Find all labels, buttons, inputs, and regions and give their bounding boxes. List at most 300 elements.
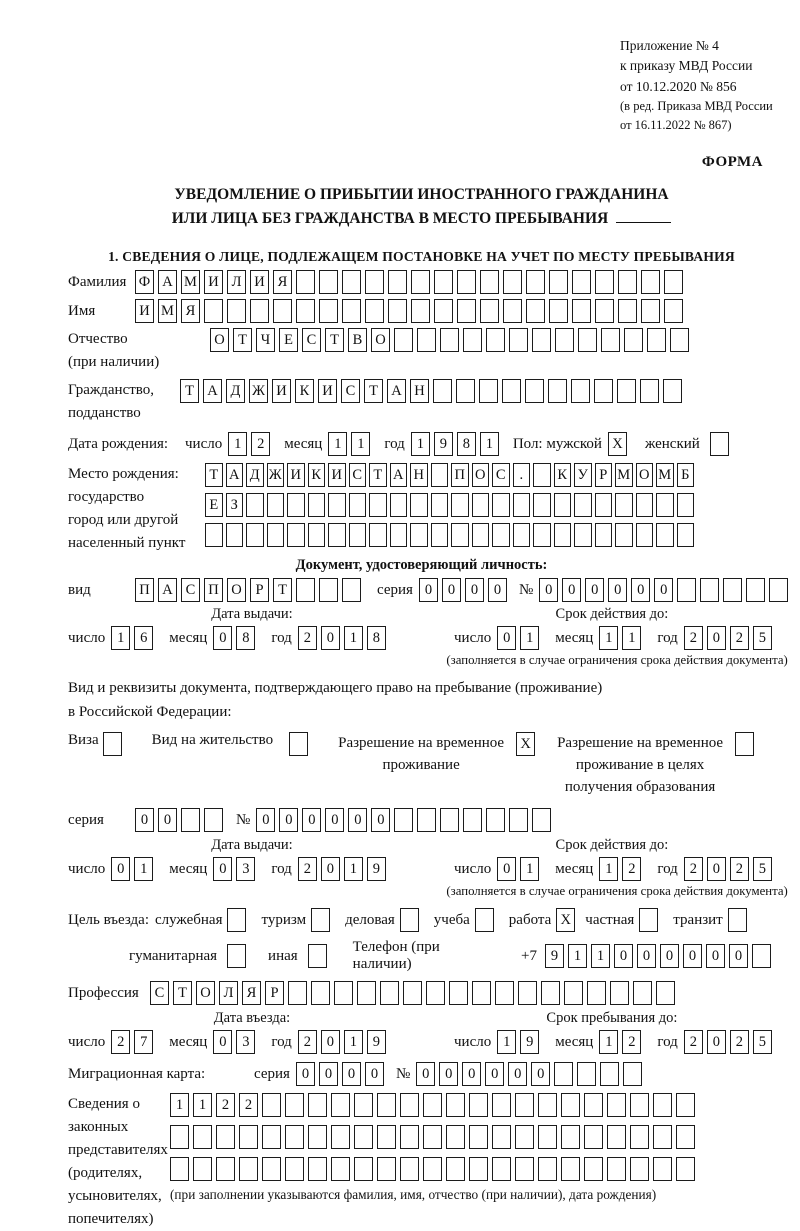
char-cell[interactable]: [630, 1157, 649, 1181]
char-cell[interactable]: [561, 1125, 580, 1149]
char-cell[interactable]: [328, 523, 346, 547]
char-cell[interactable]: [170, 1125, 189, 1149]
char-cell[interactable]: [600, 1062, 619, 1086]
char-cell[interactable]: 0: [729, 944, 748, 968]
char-cell[interactable]: [287, 493, 305, 517]
char-cell[interactable]: И: [204, 270, 223, 294]
char-cell[interactable]: [369, 493, 387, 517]
char-cell[interactable]: 0: [296, 1062, 315, 1086]
char-cell[interactable]: П: [451, 463, 469, 487]
char-cell[interactable]: X: [608, 432, 627, 456]
char-cell[interactable]: [502, 379, 521, 403]
char-cell[interactable]: [479, 379, 498, 403]
char-cell[interactable]: [170, 1157, 189, 1181]
char-cell[interactable]: [495, 981, 514, 1005]
char-cell[interactable]: [205, 523, 223, 547]
char-cell[interactable]: [204, 299, 223, 323]
char-cell[interactable]: [354, 1093, 373, 1117]
char-cell[interactable]: [390, 523, 408, 547]
char-cell[interactable]: [308, 1093, 327, 1117]
char-cell[interactable]: И: [272, 379, 291, 403]
char-cell[interactable]: С: [492, 463, 510, 487]
char-cell[interactable]: [285, 1093, 304, 1117]
char-cell[interactable]: [641, 270, 660, 294]
char-cell[interactable]: [287, 523, 305, 547]
char-cell[interactable]: [331, 1093, 350, 1117]
char-cell[interactable]: Д: [226, 379, 245, 403]
char-cell[interactable]: [515, 1093, 534, 1117]
char-cell[interactable]: [475, 908, 494, 932]
char-cell[interactable]: [518, 981, 537, 1005]
char-cell[interactable]: 0: [325, 808, 344, 832]
char-cell[interactable]: 1: [411, 432, 430, 456]
char-cell[interactable]: 9: [367, 857, 386, 881]
char-cell[interactable]: [285, 1157, 304, 1181]
char-cell[interactable]: Н: [410, 463, 428, 487]
char-cell[interactable]: [577, 1062, 596, 1086]
char-cell[interactable]: У: [574, 463, 592, 487]
char-cell[interactable]: И: [250, 270, 269, 294]
char-cell[interactable]: [434, 270, 453, 294]
char-cell[interactable]: [549, 299, 568, 323]
char-cell[interactable]: [554, 523, 572, 547]
char-cell[interactable]: 1: [344, 857, 363, 881]
char-cell[interactable]: [492, 1125, 511, 1149]
char-cell[interactable]: [630, 1125, 649, 1149]
char-cell[interactable]: 0: [614, 944, 633, 968]
char-cell[interactable]: И: [318, 379, 337, 403]
char-cell[interactable]: [624, 328, 643, 352]
char-cell[interactable]: 7: [134, 1030, 153, 1054]
char-cell[interactable]: 0: [508, 1062, 527, 1086]
char-cell[interactable]: Д: [246, 463, 264, 487]
char-cell[interactable]: 0: [256, 808, 275, 832]
char-cell[interactable]: [288, 981, 307, 1005]
char-cell[interactable]: [601, 328, 620, 352]
char-cell[interactable]: [440, 808, 459, 832]
char-cell[interactable]: [677, 523, 695, 547]
char-cell[interactable]: 0: [416, 1062, 435, 1086]
char-cell[interactable]: [342, 578, 361, 602]
char-cell[interactable]: 0: [321, 857, 340, 881]
char-cell[interactable]: 2: [684, 626, 703, 650]
char-cell[interactable]: [193, 1157, 212, 1181]
char-cell[interactable]: [571, 379, 590, 403]
char-cell[interactable]: [469, 1157, 488, 1181]
char-cell[interactable]: X: [516, 732, 535, 756]
char-cell[interactable]: [226, 523, 244, 547]
char-cell[interactable]: К: [295, 379, 314, 403]
char-cell[interactable]: [670, 328, 689, 352]
char-cell[interactable]: [636, 523, 654, 547]
char-cell[interactable]: 0: [608, 578, 627, 602]
char-cell[interactable]: 0: [539, 578, 558, 602]
char-cell[interactable]: 0: [660, 944, 679, 968]
char-cell[interactable]: [633, 981, 652, 1005]
char-cell[interactable]: 1: [228, 432, 247, 456]
char-cell[interactable]: 0: [365, 1062, 384, 1086]
char-cell[interactable]: Я: [181, 299, 200, 323]
char-cell[interactable]: [456, 379, 475, 403]
char-cell[interactable]: [723, 578, 742, 602]
char-cell[interactable]: 1: [111, 626, 130, 650]
char-cell[interactable]: [328, 493, 346, 517]
char-cell[interactable]: [653, 1157, 672, 1181]
char-cell[interactable]: А: [387, 379, 406, 403]
char-cell[interactable]: [548, 379, 567, 403]
char-cell[interactable]: .: [513, 463, 531, 487]
char-cell[interactable]: [595, 493, 613, 517]
char-cell[interactable]: 2: [622, 1030, 641, 1054]
char-cell[interactable]: К: [554, 463, 572, 487]
char-cell[interactable]: [449, 981, 468, 1005]
char-cell[interactable]: [513, 493, 531, 517]
char-cell[interactable]: Я: [242, 981, 261, 1005]
char-cell[interactable]: [377, 1125, 396, 1149]
char-cell[interactable]: [308, 1157, 327, 1181]
char-cell[interactable]: [595, 523, 613, 547]
char-cell[interactable]: [584, 1093, 603, 1117]
char-cell[interactable]: [554, 1062, 573, 1086]
char-cell[interactable]: 0: [707, 1030, 726, 1054]
char-cell[interactable]: [388, 270, 407, 294]
char-cell[interactable]: [587, 981, 606, 1005]
char-cell[interactable]: А: [226, 463, 244, 487]
char-cell[interactable]: [572, 270, 591, 294]
char-cell[interactable]: [541, 981, 560, 1005]
char-cell[interactable]: 0: [111, 857, 130, 881]
char-cell[interactable]: А: [158, 270, 177, 294]
char-cell[interactable]: [308, 944, 327, 968]
char-cell[interactable]: [561, 1157, 580, 1181]
char-cell[interactable]: [431, 523, 449, 547]
char-cell[interactable]: [349, 523, 367, 547]
char-cell[interactable]: [410, 523, 428, 547]
char-cell[interactable]: [584, 1125, 603, 1149]
char-cell[interactable]: [515, 1125, 534, 1149]
char-cell[interactable]: 0: [683, 944, 702, 968]
char-cell[interactable]: [334, 981, 353, 1005]
char-cell[interactable]: [549, 270, 568, 294]
char-cell[interactable]: [503, 299, 522, 323]
char-cell[interactable]: 0: [497, 857, 516, 881]
char-cell[interactable]: [533, 523, 551, 547]
char-cell[interactable]: 8: [236, 626, 255, 650]
char-cell[interactable]: С: [302, 328, 321, 352]
char-cell[interactable]: [538, 1125, 557, 1149]
char-cell[interactable]: [423, 1093, 442, 1117]
char-cell[interactable]: X: [556, 908, 575, 932]
char-cell[interactable]: Р: [265, 981, 284, 1005]
char-cell[interactable]: Ч: [256, 328, 275, 352]
char-cell[interactable]: [656, 523, 674, 547]
char-cell[interactable]: [354, 1125, 373, 1149]
char-cell[interactable]: [472, 493, 490, 517]
char-cell[interactable]: [676, 1093, 695, 1117]
char-cell[interactable]: 0: [531, 1062, 550, 1086]
char-cell[interactable]: 1: [170, 1093, 189, 1117]
char-cell[interactable]: [262, 1157, 281, 1181]
char-cell[interactable]: [610, 981, 629, 1005]
char-cell[interactable]: [463, 808, 482, 832]
char-cell[interactable]: 1: [591, 944, 610, 968]
char-cell[interactable]: 5: [753, 626, 772, 650]
char-cell[interactable]: 2: [239, 1093, 258, 1117]
char-cell[interactable]: П: [135, 578, 154, 602]
char-cell[interactable]: 0: [707, 626, 726, 650]
char-cell[interactable]: [554, 493, 572, 517]
char-cell[interactable]: 0: [135, 808, 154, 832]
char-cell[interactable]: [664, 299, 683, 323]
char-cell[interactable]: [653, 1125, 672, 1149]
char-cell[interactable]: 2: [298, 857, 317, 881]
char-cell[interactable]: [647, 328, 666, 352]
char-cell[interactable]: [618, 270, 637, 294]
char-cell[interactable]: [446, 1093, 465, 1117]
char-cell[interactable]: [377, 1157, 396, 1181]
char-cell[interactable]: [676, 1157, 695, 1181]
char-cell[interactable]: 9: [434, 432, 453, 456]
char-cell[interactable]: [246, 523, 264, 547]
char-cell[interactable]: [503, 270, 522, 294]
char-cell[interactable]: [710, 432, 729, 456]
char-cell[interactable]: [423, 1157, 442, 1181]
char-cell[interactable]: [607, 1125, 626, 1149]
char-cell[interactable]: И: [328, 463, 346, 487]
char-cell[interactable]: [492, 493, 510, 517]
char-cell[interactable]: [417, 808, 436, 832]
char-cell[interactable]: [262, 1125, 281, 1149]
char-cell[interactable]: [331, 1157, 350, 1181]
char-cell[interactable]: [480, 299, 499, 323]
char-cell[interactable]: [440, 328, 459, 352]
char-cell[interactable]: [728, 908, 747, 932]
char-cell[interactable]: 0: [485, 1062, 504, 1086]
char-cell[interactable]: 0: [562, 578, 581, 602]
char-cell[interactable]: О: [196, 981, 215, 1005]
char-cell[interactable]: В: [348, 328, 367, 352]
char-cell[interactable]: [400, 1157, 419, 1181]
char-cell[interactable]: З: [226, 493, 244, 517]
char-cell[interactable]: 9: [520, 1030, 539, 1054]
char-cell[interactable]: [400, 1093, 419, 1117]
char-cell[interactable]: М: [181, 270, 200, 294]
char-cell[interactable]: Л: [219, 981, 238, 1005]
char-cell[interactable]: [377, 1093, 396, 1117]
char-cell[interactable]: О: [227, 578, 246, 602]
char-cell[interactable]: [216, 1125, 235, 1149]
char-cell[interactable]: А: [390, 463, 408, 487]
char-cell[interactable]: [525, 379, 544, 403]
char-cell[interactable]: П: [204, 578, 223, 602]
char-cell[interactable]: [492, 523, 510, 547]
char-cell[interactable]: Т: [369, 463, 387, 487]
char-cell[interactable]: [417, 328, 436, 352]
char-cell[interactable]: [677, 578, 696, 602]
char-cell[interactable]: [357, 981, 376, 1005]
char-cell[interactable]: Т: [180, 379, 199, 403]
char-cell[interactable]: [677, 493, 695, 517]
char-cell[interactable]: [578, 328, 597, 352]
char-cell[interactable]: 9: [367, 1030, 386, 1054]
char-cell[interactable]: И: [135, 299, 154, 323]
char-cell[interactable]: 1: [328, 432, 347, 456]
char-cell[interactable]: 9: [545, 944, 564, 968]
char-cell[interactable]: [538, 1093, 557, 1117]
char-cell[interactable]: 0: [342, 1062, 361, 1086]
char-cell[interactable]: [319, 578, 338, 602]
char-cell[interactable]: [472, 981, 491, 1005]
char-cell[interactable]: Р: [250, 578, 269, 602]
char-cell[interactable]: [515, 1157, 534, 1181]
char-cell[interactable]: [394, 328, 413, 352]
char-cell[interactable]: 0: [585, 578, 604, 602]
char-cell[interactable]: О: [636, 463, 654, 487]
char-cell[interactable]: [365, 299, 384, 323]
char-cell[interactable]: [273, 299, 292, 323]
char-cell[interactable]: Ф: [135, 270, 154, 294]
char-cell[interactable]: [746, 578, 765, 602]
char-cell[interactable]: [426, 981, 445, 1005]
char-cell[interactable]: [623, 1062, 642, 1086]
char-cell[interactable]: 1: [193, 1093, 212, 1117]
char-cell[interactable]: [451, 493, 469, 517]
char-cell[interactable]: [250, 299, 269, 323]
char-cell[interactable]: [342, 299, 361, 323]
char-cell[interactable]: [342, 270, 361, 294]
char-cell[interactable]: 0: [439, 1062, 458, 1086]
char-cell[interactable]: [431, 493, 449, 517]
char-cell[interactable]: 0: [213, 626, 232, 650]
char-cell[interactable]: 1: [520, 857, 539, 881]
char-cell[interactable]: 1: [622, 626, 641, 650]
char-cell[interactable]: [526, 299, 545, 323]
char-cell[interactable]: [469, 1125, 488, 1149]
char-cell[interactable]: 1: [599, 1030, 618, 1054]
char-cell[interactable]: [349, 493, 367, 517]
char-cell[interactable]: 1: [351, 432, 370, 456]
char-cell[interactable]: [380, 981, 399, 1005]
char-cell[interactable]: Я: [273, 270, 292, 294]
char-cell[interactable]: [319, 299, 338, 323]
char-cell[interactable]: [472, 523, 490, 547]
char-cell[interactable]: [388, 299, 407, 323]
char-cell[interactable]: 2: [111, 1030, 130, 1054]
char-cell[interactable]: [492, 1157, 511, 1181]
char-cell[interactable]: [595, 299, 614, 323]
char-cell[interactable]: 0: [419, 578, 438, 602]
char-cell[interactable]: [239, 1157, 258, 1181]
char-cell[interactable]: [319, 270, 338, 294]
char-cell[interactable]: 5: [753, 1030, 772, 1054]
char-cell[interactable]: [509, 808, 528, 832]
char-cell[interactable]: Т: [273, 578, 292, 602]
char-cell[interactable]: 2: [216, 1093, 235, 1117]
char-cell[interactable]: 8: [367, 626, 386, 650]
char-cell[interactable]: Е: [279, 328, 298, 352]
char-cell[interactable]: [513, 523, 531, 547]
char-cell[interactable]: [311, 981, 330, 1005]
char-cell[interactable]: [308, 1125, 327, 1149]
char-cell[interactable]: 0: [213, 857, 232, 881]
char-cell[interactable]: 3: [236, 1030, 255, 1054]
char-cell[interactable]: [262, 1093, 281, 1117]
char-cell[interactable]: [463, 328, 482, 352]
char-cell[interactable]: [574, 493, 592, 517]
char-cell[interactable]: 0: [442, 578, 461, 602]
char-cell[interactable]: 1: [599, 857, 618, 881]
char-cell[interactable]: [664, 270, 683, 294]
char-cell[interactable]: 0: [707, 857, 726, 881]
char-cell[interactable]: 2: [730, 1030, 749, 1054]
char-cell[interactable]: 2: [730, 857, 749, 881]
char-cell[interactable]: 0: [279, 808, 298, 832]
char-cell[interactable]: [423, 1125, 442, 1149]
char-cell[interactable]: [354, 1157, 373, 1181]
char-cell[interactable]: О: [472, 463, 490, 487]
char-cell[interactable]: 0: [321, 1030, 340, 1054]
char-cell[interactable]: 0: [465, 578, 484, 602]
char-cell[interactable]: 3: [236, 857, 255, 881]
char-cell[interactable]: 8: [457, 432, 476, 456]
char-cell[interactable]: [574, 523, 592, 547]
char-cell[interactable]: Т: [364, 379, 383, 403]
char-cell[interactable]: 2: [622, 857, 641, 881]
char-cell[interactable]: Ж: [249, 379, 268, 403]
char-cell[interactable]: [446, 1157, 465, 1181]
char-cell[interactable]: 0: [497, 626, 516, 650]
char-cell[interactable]: [769, 578, 788, 602]
char-cell[interactable]: Р: [595, 463, 613, 487]
char-cell[interactable]: [308, 523, 326, 547]
char-cell[interactable]: 1: [344, 626, 363, 650]
char-cell[interactable]: 0: [213, 1030, 232, 1054]
char-cell[interactable]: 1: [599, 626, 618, 650]
char-cell[interactable]: [526, 270, 545, 294]
char-cell[interactable]: [331, 1125, 350, 1149]
char-cell[interactable]: [410, 493, 428, 517]
char-cell[interactable]: [296, 299, 315, 323]
char-cell[interactable]: [700, 578, 719, 602]
char-cell[interactable]: [617, 379, 636, 403]
char-cell[interactable]: [296, 270, 315, 294]
char-cell[interactable]: [641, 299, 660, 323]
char-cell[interactable]: [532, 328, 551, 352]
char-cell[interactable]: 0: [488, 578, 507, 602]
char-cell[interactable]: М: [158, 299, 177, 323]
char-cell[interactable]: [615, 523, 633, 547]
char-cell[interactable]: [451, 523, 469, 547]
char-cell[interactable]: [446, 1125, 465, 1149]
char-cell[interactable]: Н: [410, 379, 429, 403]
char-cell[interactable]: 0: [637, 944, 656, 968]
char-cell[interactable]: [636, 493, 654, 517]
char-cell[interactable]: 0: [631, 578, 650, 602]
char-cell[interactable]: [752, 944, 771, 968]
char-cell[interactable]: 2: [730, 626, 749, 650]
char-cell[interactable]: О: [371, 328, 390, 352]
char-cell[interactable]: [492, 1093, 511, 1117]
char-cell[interactable]: Т: [173, 981, 192, 1005]
char-cell[interactable]: 0: [319, 1062, 338, 1086]
char-cell[interactable]: [663, 379, 682, 403]
char-cell[interactable]: [400, 1125, 419, 1149]
char-cell[interactable]: [216, 1157, 235, 1181]
char-cell[interactable]: [486, 808, 505, 832]
char-cell[interactable]: [640, 379, 659, 403]
char-cell[interactable]: [204, 808, 223, 832]
char-cell[interactable]: [311, 908, 330, 932]
